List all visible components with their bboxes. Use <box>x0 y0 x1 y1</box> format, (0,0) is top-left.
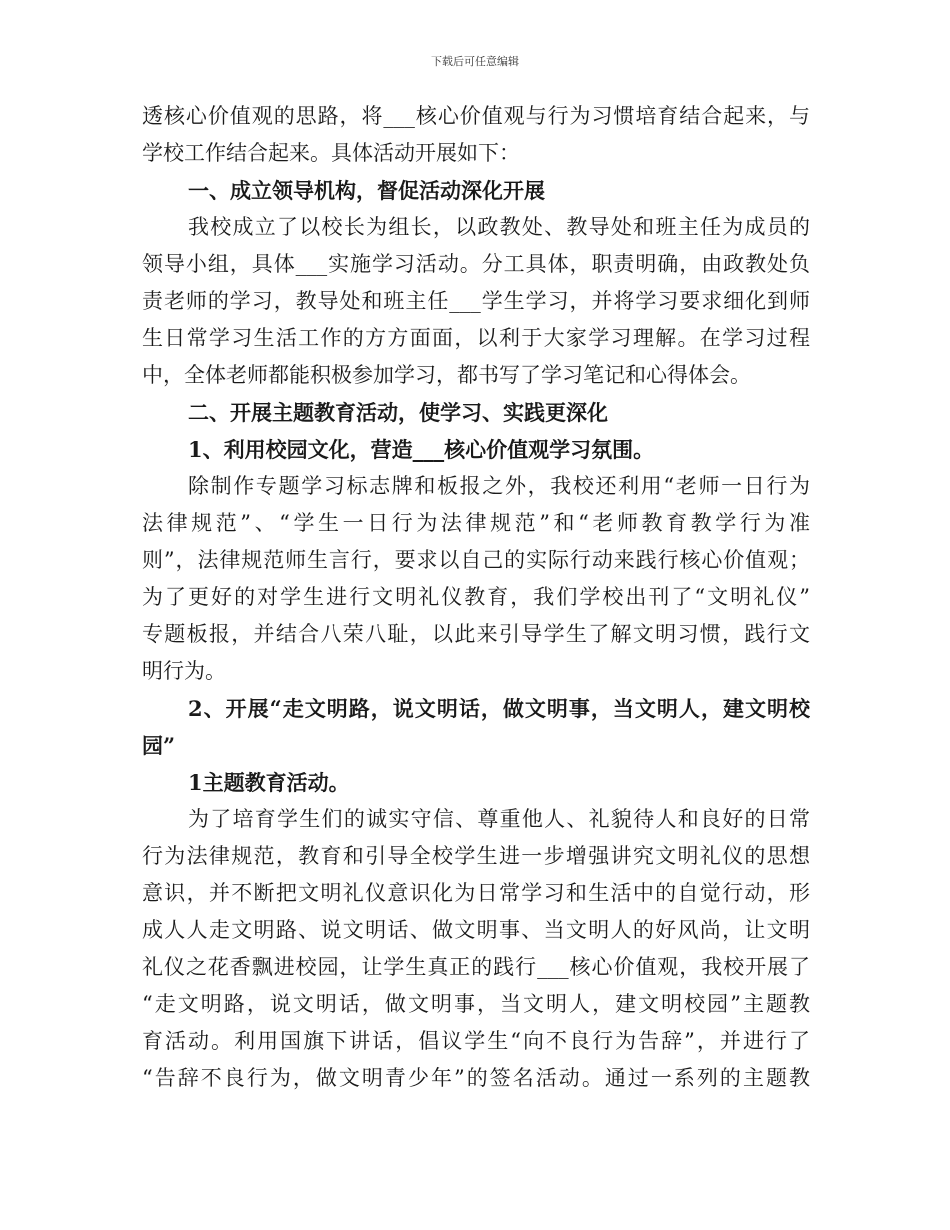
paragraph-line: 法律规范”、“学生一日行为法律规范”和“老师教育教学行为准 <box>142 511 810 535</box>
paragraph-line: 行为法律规范，教育和引导全校学生进一步增强讲究文明礼仪的思想 <box>142 844 810 868</box>
document-body <box>142 98 810 1097</box>
section-heading-line: 一、成立领导机构，督促活动深化开展 <box>188 178 545 203</box>
page-header: 下载后可任意编辑 <box>431 55 519 68</box>
section-heading-line: 园” <box>142 733 176 758</box>
section-heading-line: 1、利用校园文化，营造___核心价值观学习氛围。 <box>188 437 655 462</box>
paragraph-line: 则”，法律规范师生言行，要求以自己的实际行动来践行核心价值观； <box>142 548 810 572</box>
paragraph-line: 成人人走文明路、说文明话、做文明事、当文明人的好风尚，让文明 <box>142 918 810 942</box>
section-heading-line: 1主题教育活动。 <box>188 770 350 795</box>
paragraph-line: 为了培育学生们的诚实守信、尊重他人、礼貌待人和良好的日常 <box>188 807 810 831</box>
paragraph-line: 专题板报，并结合八荣八耻，以此来引导学生了解文明习惯，践行文 <box>142 622 810 646</box>
paragraph-line: 责老师的学习，教导处和班主任___学生学习，并将学习要求细化到师 <box>142 289 810 313</box>
paragraph-line: 礼仪之花香飘进校园，让学生真正的践行___核心价值观，我校开展了 <box>142 955 810 979</box>
paragraph-line: 育活动。利用国旗下讲话，倡议学生“向不良行为告辞”，并进行了 <box>142 1029 810 1053</box>
paragraph-line: 为了更好的对学生进行文明礼仪教育，我们学校出刊了“文明礼仪” <box>142 585 810 609</box>
paragraph-line: “告辞不良行为，做文明青少年”的签名活动。通过一系列的主题教 <box>142 1066 810 1090</box>
section-heading-line: 2、开展“走文明路，说文明话，做文明事，当文明人，建文明校 <box>188 696 810 721</box>
paragraph-line: 透核心价值观的思路，将___核心价值观与行为习惯培育结合起来，与 <box>142 104 810 128</box>
paragraph-line: 意识，并不断把文明礼仪意识化为日常学习和生活中的自觉行动，形 <box>142 881 810 905</box>
section-heading-line: 二、开展主题教育活动，使学习、实践更深化 <box>188 400 608 425</box>
paragraph-line: 我校成立了以校长为组长，以政教处、教导处和班主任为成员的 <box>188 215 810 239</box>
paragraph-line: 中，全体老师都能积极参加学习，都书写了学习笔记和心得体会。 <box>142 363 751 387</box>
paragraph-line: 生日常学习生活工作的方方面面，以利于大家学习理解。在学习过程 <box>142 326 810 350</box>
paragraph-line: 除制作专题学习标志牌和板报之外，我校还利用“老师一日行为 <box>188 474 810 498</box>
paragraph-line: 领导小组，具体___实施学习活动。分工具体，职责明确，由政教处负 <box>142 252 810 276</box>
paragraph-line: “走文明路，说文明话，做文明事，当文明人，建文明校园”主题教 <box>142 992 810 1016</box>
paragraph-line: 学校工作结合起来。具体活动开展如下： <box>142 141 520 165</box>
paragraph-line: 明行为。 <box>142 659 226 683</box>
